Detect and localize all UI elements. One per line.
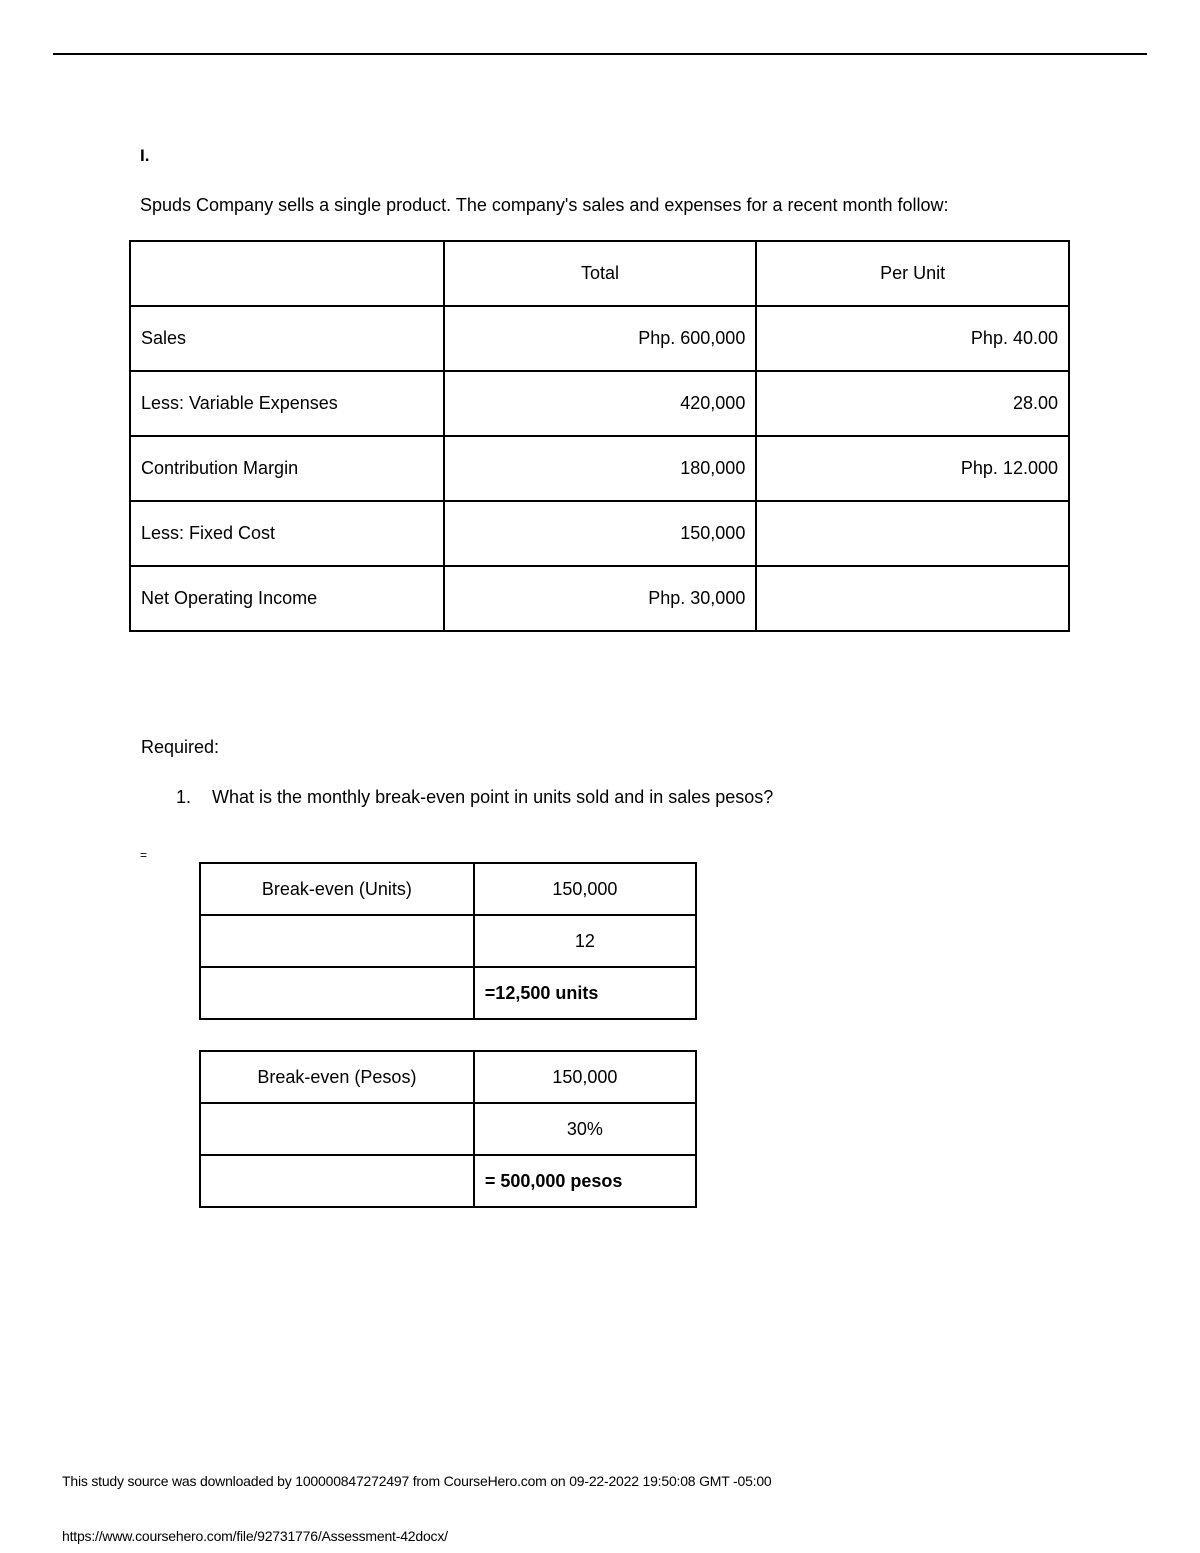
- table-row: [200, 915, 696, 967]
- breakeven-units-denominator: 12: [474, 915, 696, 967]
- source-url[interactable]: https://www.coursehero.com/file/92731776/Assessment-42docx/: [62, 1528, 448, 1544]
- row-per-unit: [756, 566, 1069, 631]
- table-row: [200, 1051, 696, 1103]
- table-row: [130, 566, 1069, 631]
- row-total: 150,000: [444, 501, 757, 566]
- table-row: [130, 501, 1069, 566]
- question-item: [176, 787, 773, 808]
- breakeven-pesos-denominator: 30%: [474, 1103, 696, 1155]
- breakeven-pesos-label: Break-even (Pesos): [200, 1051, 474, 1103]
- breakeven-pesos-numerator: 150,000: [474, 1051, 696, 1103]
- row-per-unit: Php. 12.000: [756, 436, 1069, 501]
- header-rule: [53, 53, 1147, 55]
- question-number: 1.: [176, 787, 192, 807]
- row-label: Less: Variable Expenses: [130, 371, 444, 436]
- section-number: I.: [140, 146, 150, 165]
- header-total: Total: [444, 241, 757, 306]
- row-label: Net Operating Income: [130, 566, 444, 631]
- header-blank: [130, 241, 444, 306]
- table-row: [200, 863, 696, 915]
- breakeven-units-table: [199, 862, 697, 1020]
- row-total: 420,000: [444, 371, 757, 436]
- header-per-unit: Per Unit: [756, 241, 1069, 306]
- table-row: [200, 1103, 696, 1155]
- row-label: Sales: [130, 306, 444, 371]
- download-notice: This study source was downloaded by 100000847272497 from CourseHero.com on 09-22-2022 19:50:08 GMT -05:00: [62, 1473, 772, 1489]
- sales-expenses-table: [129, 240, 1070, 632]
- breakeven-pesos-table: [199, 1050, 697, 1208]
- equals-mark: =: [140, 848, 148, 862]
- breakeven-pesos-result: = 500,000 pesos: [474, 1155, 696, 1207]
- empty-cell: [200, 967, 474, 1019]
- intro-paragraph: Spuds Company sells a single product. The company's sales and expenses for a recent month follow:: [140, 195, 949, 215]
- row-total: Php. 30,000: [444, 566, 757, 631]
- table-row: [200, 1155, 696, 1207]
- empty-cell: [200, 1103, 474, 1155]
- breakeven-units-numerator: 150,000: [474, 863, 696, 915]
- row-label: Less: Fixed Cost: [130, 501, 444, 566]
- table-row: [130, 306, 1069, 371]
- table-row: [200, 967, 696, 1019]
- question-text: What is the monthly break-even point in units sold and in sales pesos?: [212, 787, 774, 807]
- table-row: [130, 371, 1069, 436]
- breakeven-units-result: =12,500 units: [474, 967, 696, 1019]
- table-header-row: [130, 241, 1069, 306]
- empty-cell: [200, 915, 474, 967]
- empty-cell: [200, 1155, 474, 1207]
- row-label: Contribution Margin: [130, 436, 444, 501]
- table-row: [130, 436, 1069, 501]
- row-per-unit: 28.00: [756, 371, 1069, 436]
- row-per-unit: [756, 501, 1069, 566]
- row-per-unit: Php. 40.00: [756, 306, 1069, 371]
- row-total: Php. 600,000: [444, 306, 757, 371]
- row-total: 180,000: [444, 436, 757, 501]
- breakeven-units-label: Break-even (Units): [200, 863, 474, 915]
- required-heading: Required:: [141, 737, 220, 757]
